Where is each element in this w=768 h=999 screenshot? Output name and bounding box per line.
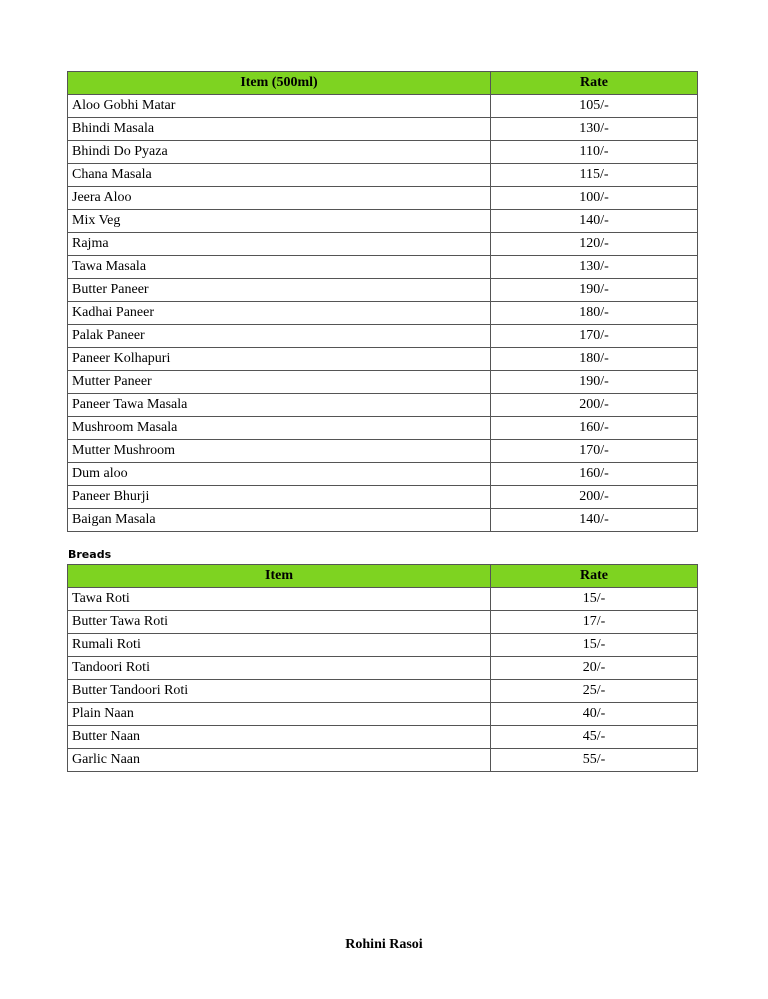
item-name-cell: Butter Tawa Roti: [68, 611, 491, 634]
item-name-cell: Butter Paneer: [68, 279, 491, 302]
item-rate-cell: 120/-: [491, 233, 698, 256]
item-name-cell: Rajma: [68, 233, 491, 256]
table-row: [68, 634, 698, 657]
item-name-cell: Tawa Roti: [68, 588, 491, 611]
item-rate-cell: 190/-: [491, 371, 698, 394]
restaurant-name: Rohini Rasoi: [345, 937, 423, 952]
table-header-row: [68, 72, 698, 95]
column-header-rate: Rate: [491, 72, 698, 95]
item-name-cell: Jeera Aloo: [68, 187, 491, 210]
item-rate-cell: 200/-: [491, 486, 698, 509]
item-rate-cell: 105/-: [491, 95, 698, 118]
table-row: [68, 233, 698, 256]
breads-table: [67, 564, 698, 772]
item-rate-cell: 15/-: [491, 588, 698, 611]
column-header-item: Item: [68, 565, 491, 588]
table-row: [68, 141, 698, 164]
item-rate-cell: 140/-: [491, 509, 698, 532]
table-row: [68, 325, 698, 348]
item-rate-cell: 200/-: [491, 394, 698, 417]
table-row: [68, 348, 698, 371]
item-rate-cell: 180/-: [491, 302, 698, 325]
item-rate-cell: 130/-: [491, 118, 698, 141]
item-name-cell: Tandoori Roti: [68, 657, 491, 680]
table-row: [68, 440, 698, 463]
item-name-cell: Mutter Paneer: [68, 371, 491, 394]
item-rate-cell: 45/-: [491, 726, 698, 749]
item-rate-cell: 100/-: [491, 187, 698, 210]
item-rate-cell: 140/-: [491, 210, 698, 233]
table-row: [68, 210, 698, 233]
table-row: [68, 509, 698, 532]
table-row: [68, 726, 698, 749]
item-rate-cell: 130/-: [491, 256, 698, 279]
table-row: [68, 187, 698, 210]
item-name-cell: Dum aloo: [68, 463, 491, 486]
table-row: [68, 371, 698, 394]
item-rate-cell: 160/-: [491, 417, 698, 440]
item-name-cell: Bhindi Masala: [68, 118, 491, 141]
item-name-cell: Butter Naan: [68, 726, 491, 749]
item-rate-cell: 25/-: [491, 680, 698, 703]
item-name-cell: Paneer Tawa Masala: [68, 394, 491, 417]
item-rate-cell: 20/-: [491, 657, 698, 680]
item-rate-cell: 17/-: [491, 611, 698, 634]
item-rate-cell: 40/-: [491, 703, 698, 726]
item-rate-cell: 190/-: [491, 279, 698, 302]
table-row: [68, 394, 698, 417]
item-name-cell: Plain Naan: [68, 703, 491, 726]
item-name-cell: Garlic Naan: [68, 749, 491, 772]
table-row: [68, 256, 698, 279]
item-rate-cell: 110/-: [491, 141, 698, 164]
table-row: [68, 657, 698, 680]
table-row: [68, 463, 698, 486]
table-row: [68, 164, 698, 187]
item-rate-cell: 180/-: [491, 348, 698, 371]
column-header-rate: Rate: [491, 565, 698, 588]
table-row: [68, 279, 698, 302]
item-name-cell: Butter Tandoori Roti: [68, 680, 491, 703]
table-row: [68, 302, 698, 325]
item-rate-cell: 170/-: [491, 325, 698, 348]
item-name-cell: Kadhai Paneer: [68, 302, 491, 325]
curries-table: [67, 71, 698, 532]
item-rate-cell: 55/-: [491, 749, 698, 772]
item-name-cell: Mushroom Masala: [68, 417, 491, 440]
item-name-cell: Paneer Kolhapuri: [68, 348, 491, 371]
item-name-cell: Baigan Masala: [68, 509, 491, 532]
column-header-item: Item (500ml): [68, 72, 491, 95]
table-row: [68, 486, 698, 509]
item-rate-cell: 160/-: [491, 463, 698, 486]
table-row: [68, 95, 698, 118]
item-name-cell: Palak Paneer: [68, 325, 491, 348]
item-name-cell: Aloo Gobhi Matar: [68, 95, 491, 118]
item-name-cell: Bhindi Do Pyaza: [68, 141, 491, 164]
table-row: [68, 417, 698, 440]
item-name-cell: Mix Veg: [68, 210, 491, 233]
table-header-row: [68, 565, 698, 588]
item-name-cell: Chana Masala: [68, 164, 491, 187]
item-name-cell: Paneer Bhurji: [68, 486, 491, 509]
table-row: [68, 680, 698, 703]
item-name-cell: Mutter Mushroom: [68, 440, 491, 463]
item-rate-cell: 170/-: [491, 440, 698, 463]
breads-section-title: Breads: [68, 548, 112, 561]
table-row: [68, 703, 698, 726]
table-row: [68, 611, 698, 634]
table-row: [68, 588, 698, 611]
item-name-cell: Rumali Roti: [68, 634, 491, 657]
table-row: [68, 118, 698, 141]
item-name-cell: Tawa Masala: [68, 256, 491, 279]
table-row: [68, 749, 698, 772]
item-rate-cell: 115/-: [491, 164, 698, 187]
item-rate-cell: 15/-: [491, 634, 698, 657]
